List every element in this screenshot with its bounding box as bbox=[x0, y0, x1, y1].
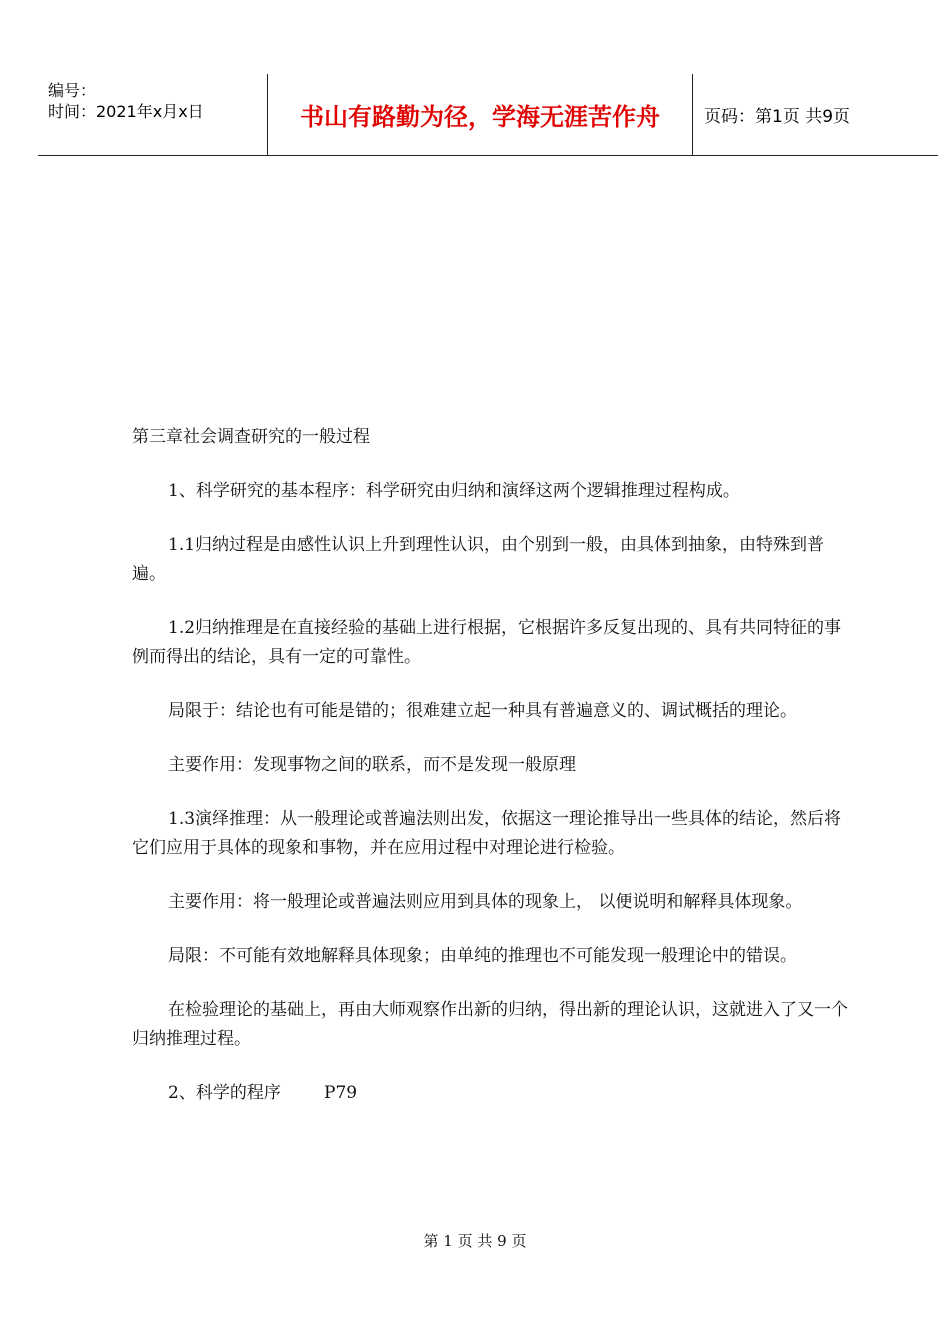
header-divider bbox=[692, 74, 693, 155]
page-header bbox=[38, 74, 938, 156]
paragraph: 主要作用：发现事物之间的联系，而不是发现一般原理 bbox=[168, 755, 576, 775]
document-body bbox=[132, 423, 848, 1133]
header-meta bbox=[48, 80, 268, 122]
chapter-title: 第三章社会调查研究的一般过程 bbox=[132, 427, 370, 447]
paragraph: 1.2归纳推理是在直接经验的基础上进行根据，它根据许多反复出现的、具有共同特征的事例而得出的结论，具有一定的可靠性。 bbox=[132, 618, 842, 667]
paragraph: 在检验理论的基础上，再由大师观察作出新的归纳，得出新的理论认识，这就进入了又一个归纳推理过程。 bbox=[132, 1000, 848, 1049]
paragraph: 2、科学的程序 P79 bbox=[168, 1083, 358, 1103]
document-time-label: 时间：2021年x月x日 bbox=[48, 102, 204, 121]
document-number-label: 编号： bbox=[48, 81, 97, 100]
header-page-code: 页码：第1页 共9页 bbox=[704, 107, 851, 127]
paragraph: 局限于：结论也有可能是错的；很难建立起一种具有普遍意义的、调试概括的理论。 bbox=[168, 701, 797, 721]
paragraph: 局限：不可能有效地解释具体现象；由单纯的推理也不可能发现一般理论中的错误。 bbox=[168, 946, 797, 966]
paragraph: 1.3演绎推理：从一般理论或普遍法则出发，依据这一理论推导出一些具体的结论，然后将它们应用于具体的现象和事物，并在应用过程中对理论进行检验。 bbox=[132, 809, 842, 858]
paragraph: 1.1归纳过程是由感性认识上升到理性认识，由个别到一般，由具体到抽象，由特殊到普遍。 bbox=[132, 535, 825, 584]
page-footer: 第 1 页 共 9 页 bbox=[423, 1232, 527, 1250]
paragraph: 1、科学研究的基本程序：科学研究由归纳和演绎这两个逻辑推理过程构成。 bbox=[168, 481, 740, 501]
header-motto: 书山有路勤为径，学海无涯苦作舟 bbox=[300, 102, 660, 131]
paragraph: 主要作用：将一般理论或普遍法则应用到具体的现象上， 以便说明和解释具体现象。 bbox=[168, 892, 803, 912]
